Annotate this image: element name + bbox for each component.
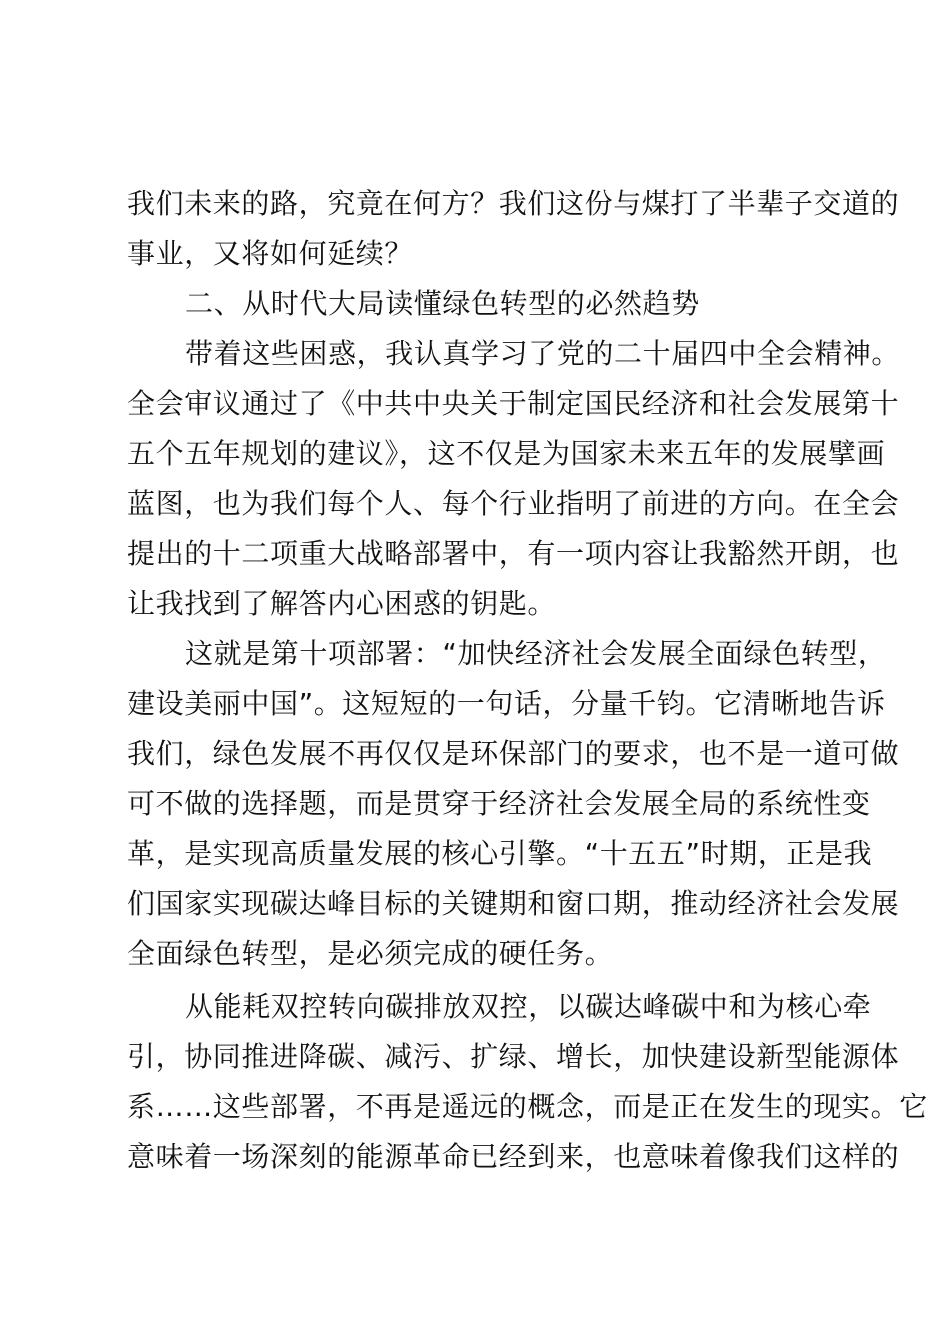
paragraph-line: 让我找到了解答内心困惑的钥匙。 <box>127 587 557 620</box>
paragraph-line: 全面绿色转型，是必须完成的硬任务。 <box>127 937 614 970</box>
paragraph-line: 可不做的选择题，而是贯穿于经济社会发展全局的系统性变 <box>127 787 871 820</box>
paragraph-line: 建设美丽中国”。这短短的一句话，分量千钧。它清晰地告诉 <box>127 687 886 720</box>
paragraph-line: 全会审议通过了《中共中央关于制定国民经济和社会发展第十 <box>127 387 900 420</box>
paragraph-line: 带着这些困惑，我认真学习了党的二十届四中全会精神。 <box>185 337 901 370</box>
paragraph-line: 从能耗双控转向碳排放双控，以碳达峰碳中和为核心牵 <box>185 990 872 1023</box>
paragraph-line: 我们，绿色发展不再仅仅是环保部门的要求，也不是一道可做 <box>127 737 900 770</box>
paragraph-line: 蓝图，也为我们每个人、每个行业指明了前进的方向。在全会 <box>127 487 900 520</box>
paragraph-line: 引，协同推进降碳、减污、扩绿、增长，加快建设新型能源体 <box>127 1040 900 1073</box>
paragraph-line: 意味着一场深刻的能源革命已经到来，也意味着像我们这样的 <box>127 1140 900 1173</box>
paragraph-line: 五个五年规划的建议》，这不仅是为国家未来五年的发展擘画 <box>127 437 886 470</box>
paragraph-line: 提出的十二项重大战略部署中，有一项内容让我豁然开朗，也 <box>127 537 900 570</box>
paragraph-line: 们国家实现碳达峰目标的关键期和窗口期，推动经济社会发展 <box>127 887 900 920</box>
paragraph-line: 事业，又将如何延续？ <box>127 237 414 270</box>
paragraph-line: 革，是实现高质量发展的核心引擎。“十五五”时期，正是我 <box>127 837 873 870</box>
section-heading: 二、从时代大局读懂绿色转型的必然趋势 <box>185 287 700 320</box>
paragraph-line: 我们未来的路，究竟在何方？我们这份与煤打了半辈子交道的 <box>127 187 900 220</box>
paragraph-line: 这就是第十项部署：“加快经济社会发展全面绿色转型， <box>185 637 887 670</box>
paragraph-line: 系……这些部署，不再是遥远的概念，而是正在发生的现实。它 <box>127 1090 928 1123</box>
